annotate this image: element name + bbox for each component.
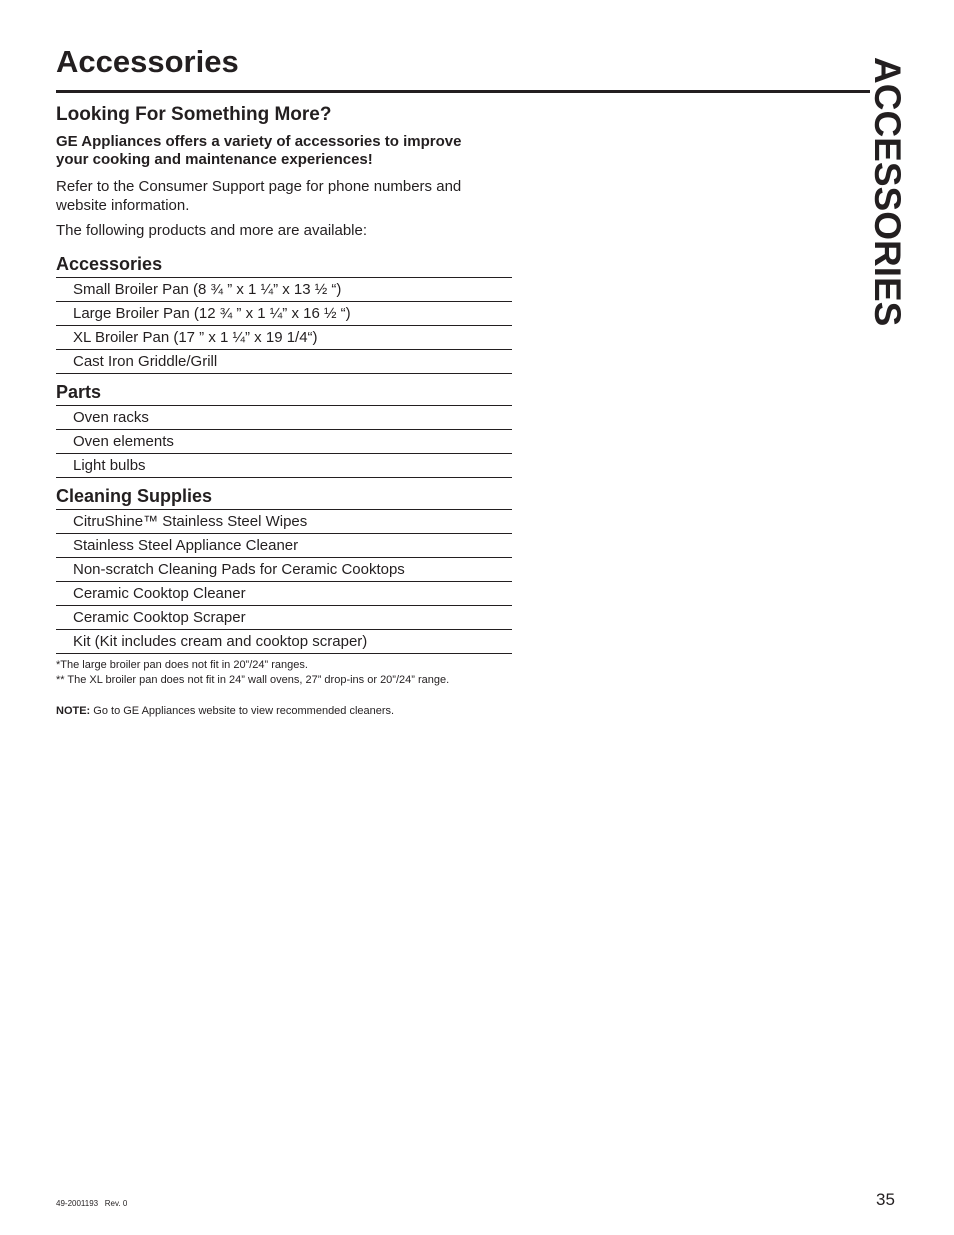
section-heading: Accessories bbox=[56, 253, 512, 278]
note-label: NOTE: bbox=[56, 705, 91, 717]
list-item: Non-scratch Cleaning Pads for Ceramic Cooktops bbox=[56, 558, 512, 582]
section-heading: Parts bbox=[56, 381, 512, 406]
list-item: Oven racks bbox=[56, 406, 512, 430]
list-item: Large Broiler Pan (12 ¾ ” x 1 ¼” x 16 ½ “) bbox=[56, 302, 512, 326]
list-item: Cast Iron Griddle/Grill bbox=[56, 350, 512, 374]
section-heading: Cleaning Supplies bbox=[56, 485, 512, 510]
list-item: Light bulbs bbox=[56, 454, 512, 478]
list-item: CitruShine™ Stainless Steel Wipes bbox=[56, 510, 512, 534]
footnote-large-broiler: *The large broiler pan does not fit in 20”/24” ranges. bbox=[56, 659, 308, 671]
note-text: Go to GE Appliances website to view recommended cleaners. bbox=[90, 705, 395, 717]
note bbox=[56, 704, 394, 718]
intro-paragraph-available: The following products and more are available: bbox=[56, 222, 368, 239]
document-number: 49-2001193 Rev. 0 bbox=[56, 1199, 128, 1208]
section-cleaning-supplies bbox=[56, 485, 512, 654]
title-rule bbox=[56, 90, 870, 93]
footnote-xl-broiler: ** The XL broiler pan does not fit in 24” wall ovens, 27” drop-ins or 20”/24” range. bbox=[56, 674, 450, 686]
page-number: 35 bbox=[876, 1190, 895, 1209]
side-tab-label: ACCESSORIES bbox=[867, 57, 908, 327]
footnotes bbox=[56, 658, 526, 688]
page-title: Accessories bbox=[56, 44, 239, 79]
list-item: Small Broiler Pan (8 ¾ ” x 1 ¼” x 13 ½ “) bbox=[56, 278, 512, 302]
list-item: Stainless Steel Appliance Cleaner bbox=[56, 534, 512, 558]
list-item: Ceramic Cooktop Cleaner bbox=[56, 582, 512, 606]
list-item: Oven elements bbox=[56, 430, 512, 454]
list-item: Ceramic Cooktop Scraper bbox=[56, 606, 512, 630]
section-parts bbox=[56, 381, 512, 478]
list-item: XL Broiler Pan (17 ” x 1 ¼” x 19 1/4“) bbox=[56, 326, 512, 350]
list-item: Kit (Kit includes cream and cooktop scraper) bbox=[56, 630, 512, 654]
intro-bold-text: GE Appliances offers a variety of accessories to improve your cooking and maintenance experiences! bbox=[56, 133, 462, 168]
intro-heading: Looking For Something More? bbox=[56, 104, 332, 125]
section-accessories bbox=[56, 253, 512, 374]
intro-paragraph-support: Refer to the Consumer Support page for phone numbers and website information. bbox=[56, 178, 462, 214]
